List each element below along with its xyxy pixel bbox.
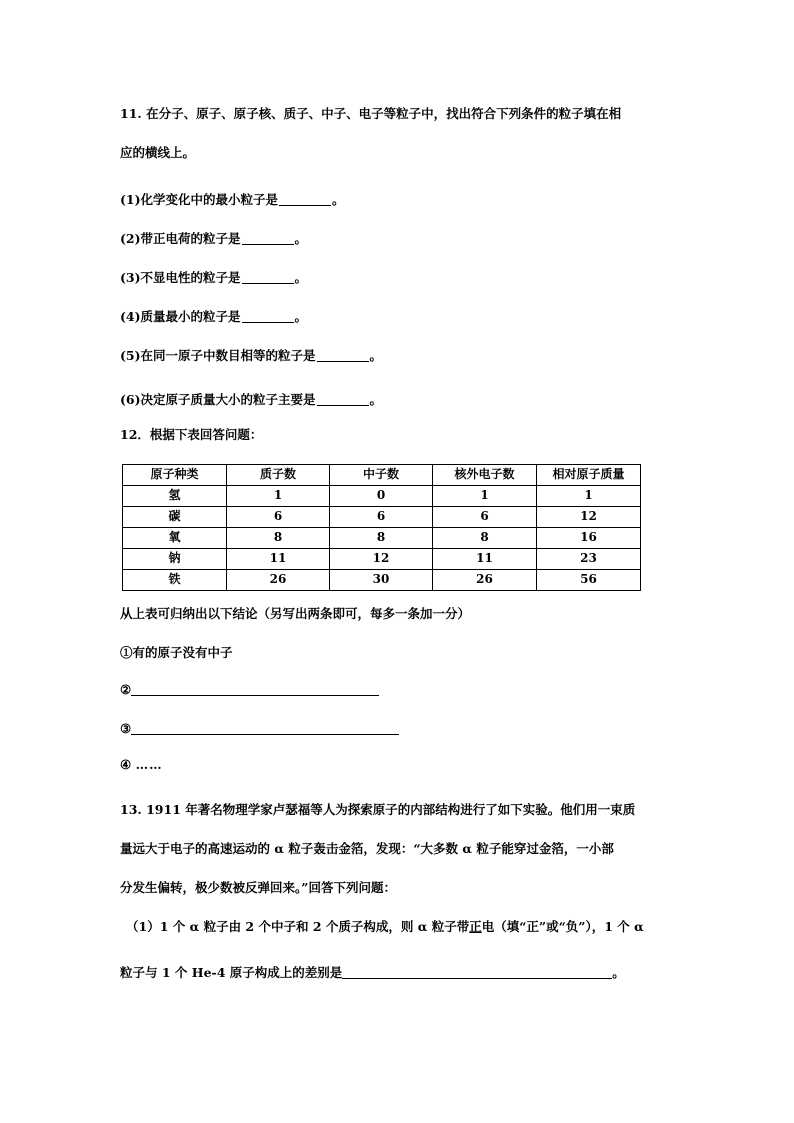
table-cell: 8 [330,528,433,549]
q11-item-3-num: (3) [120,270,141,285]
q11-item-3-blank[interactable] [242,283,294,284]
table-cell: 26 [227,570,330,591]
table-cell: 26 [433,570,537,591]
table-row [123,528,641,549]
table-cell: 0 [330,486,433,507]
table-cell: 1 [537,486,641,507]
table-header-cell: 质子数 [227,465,330,486]
table-header-cell: 相对原子质量 [537,465,641,486]
table-cell: 23 [537,549,641,570]
table-row [123,570,641,591]
q12-conclusion-1-num: ① [120,645,133,660]
q13-sub1-line2-tail: 。 [612,965,625,980]
table-cell: 氢 [123,486,227,507]
q11-item-4 [120,307,307,325]
q13-stem-line3: 分发生偏转，极少数被反弹回来。”回答下列问题： [120,880,396,895]
atom-data-table [122,464,641,591]
q11-item-4-tail: 。 [294,309,308,324]
q13-sub1-line1 [126,917,644,935]
q11-item-5 [120,346,382,364]
q11-item-2-text: 带正电荷的粒子是 [140,231,241,246]
q12-conclusion-1 [120,643,233,661]
q11-item-6-num: (6) [120,392,141,407]
q11-item-6 [120,390,382,408]
table-cell: 1 [227,486,330,507]
table-cell: 12 [330,549,433,570]
q13-sub1-part1: （1）1 个 α 粒子由 2 个中子和 2 个质子构成，则 α 粒子带 [126,919,470,934]
q12-conclusion-3 [120,721,399,736]
q13-sub1-part2: 电（填“正”或“负”），1 个 α [481,919,644,934]
q11-item-5-text: 在同一原子中数目相等的粒子是 [140,348,316,363]
q12-conclusion-1-text: 有的原子没有中子 [132,645,233,660]
q11-item-6-tail: 。 [369,392,383,407]
table-cell: 16 [537,528,641,549]
q11-item-3 [120,268,307,286]
q11-item-4-text: 质量最小的粒子是 [140,309,241,324]
q12-conclusion-4-text: …… [135,757,163,772]
table-cell: 铁 [123,570,227,591]
q11-item-4-blank[interactable] [242,322,294,323]
q13-sub1-blank[interactable] [342,978,612,979]
table-cell: 6 [330,507,433,528]
q11-item-2 [120,229,307,247]
q11-item-4-num: (4) [120,309,141,324]
table-cell: 8 [227,528,330,549]
table-cell: 8 [433,528,537,549]
q11-item-1-blank[interactable] [279,205,331,206]
q11-item-6-blank[interactable] [317,405,369,406]
table-cell: 钠 [123,549,227,570]
q12-conclusion-4-num: ④ [120,757,132,772]
table-cell: 碳 [123,507,227,528]
q12-conclusion-2-blank[interactable] [131,695,379,696]
q11-item-1-num: (1) [120,192,141,207]
table-row [123,549,641,570]
q13-stem-line2: 量远大于电子的高速运动的 α 粒子轰击金箔，发现：“大多数 α 粒子能穿过金箔，一小部 [120,841,614,856]
q12-conclusion-prompt: 从上表可归纳出以下结论（另写出两条即可，每多一条加一分） [120,606,471,621]
q11-item-1-tail: 。 [332,192,345,207]
q11-item-6-text: 决定原子质量大小的粒子主要是 [140,392,316,407]
table-header-cell: 中子数 [330,465,433,486]
table-cell: 30 [330,570,433,591]
table-row [123,507,641,528]
q13-sub1-line2 [120,963,625,981]
table-cell: 1 [433,486,537,507]
table-cell: 11 [227,549,330,570]
table-header-cell: 核外电子数 [433,465,537,486]
table-row [123,486,641,507]
q11-item-3-tail: 。 [294,270,308,285]
table-cell: 6 [433,507,537,528]
q12-conclusion-2-num: ② [120,682,132,697]
table-cell: 12 [537,507,641,528]
q11-item-3-text: 不显电性的粒子是 [140,270,241,285]
q11-item-1 [120,190,345,208]
q11-item-2-num: (2) [120,231,141,246]
q11-item-5-num: (5) [120,348,141,363]
table-header-cell: 原子种类 [123,465,227,486]
q11-stem-line2: 应的横线上。 [120,145,196,160]
q11-item-2-blank[interactable] [242,244,294,245]
q13-sub1-line2-prefix: 粒子与 1 个 He-4 原子构成上的差别是 [120,965,343,980]
table-cell: 11 [433,549,537,570]
q11-stem-line1: 11. 在分子、原子、原子核、质子、中子、电子等粒子中，找出符合下列条件的粒子填在相 [120,106,622,121]
table-header-row [123,465,641,486]
q12-conclusion-3-blank[interactable] [131,734,399,735]
q12-conclusion-4 [120,757,163,772]
table-cell: 56 [537,570,641,591]
q11-item-5-blank[interactable] [317,361,369,362]
q12-conclusion-2 [120,682,379,697]
table-cell: 氧 [123,528,227,549]
q11-item-2-tail: 。 [294,231,308,246]
q13-stem-line1: 13. 1911 年著名物理学家卢瑟福等人为探索原子的内部结构进行了如下实验。他们用一束质 [120,802,636,817]
table-cell: 6 [227,507,330,528]
q12-stem: 12．根据下表回答问题： [120,427,263,442]
q13-sub1-answer-underlined: 正 [469,919,482,934]
q11-item-1-text: 化学变化中的最小粒子是 [140,192,279,207]
q11-item-5-tail: 。 [369,348,383,363]
q12-conclusion-3-num: ③ [120,721,132,736]
